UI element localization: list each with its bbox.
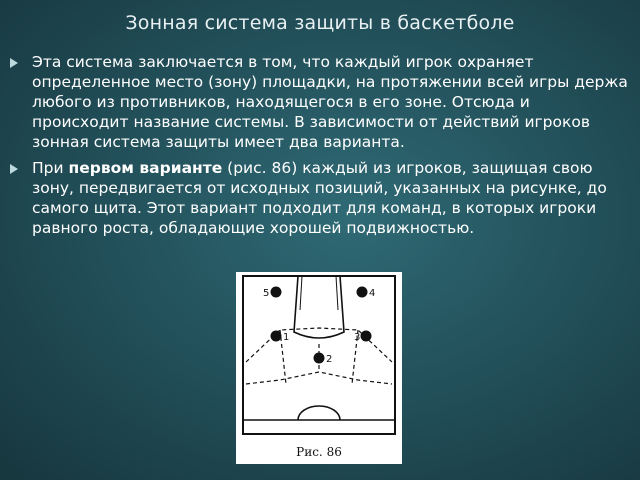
center-circle <box>298 406 340 420</box>
figure-caption: Рис. 86 <box>296 445 342 459</box>
bullet-text-2-bold: первом варианте <box>68 159 223 177</box>
bullet-arrow-icon <box>10 164 18 174</box>
player-3 <box>354 331 372 344</box>
player-2 <box>314 353 333 366</box>
svg-text:1: 1 <box>283 332 290 343</box>
player-4 <box>357 287 376 300</box>
svg-text:2: 2 <box>326 354 333 365</box>
bullet-item-2 <box>10 158 630 238</box>
svg-text:3: 3 <box>354 332 361 343</box>
court-diagram <box>236 272 402 464</box>
player-1 <box>271 331 290 344</box>
bullet-list <box>10 52 630 244</box>
bullet-item-1 <box>10 52 630 152</box>
svg-text:4: 4 <box>369 288 376 299</box>
bullet-text-2-prefix: При <box>32 159 69 177</box>
lane-line-right <box>336 276 338 310</box>
court-diagram-figure <box>236 272 402 464</box>
svg-text:5: 5 <box>263 288 270 299</box>
lane-line-left <box>300 276 302 310</box>
bullet-text-1: Эта система заключается в том, что каждый игрок охраняет определенное место (зону) площадки, на протяжении всей игры держа любого из противников, находящегося в его зоне. Отсюда и происходит название системы. В зависимости от действий игроков зонная система защиты имеет два варианта. <box>32 53 628 151</box>
bullet-text-2-suffix: (рис. 86) каждый из игроков, защищая свою зону, передвигается от исходных позиций, указанных на рисунке, до самого щита. Этот вариант подходит для команд, в которых игроки равного роста, обладающие хорошей подвижностью. <box>32 159 607 237</box>
player-5 <box>263 287 282 300</box>
zone-line-lower <box>246 372 392 384</box>
slide-title: Зонная система защиты в баскетболе <box>125 12 515 34</box>
bullet-arrow-icon <box>10 58 18 68</box>
